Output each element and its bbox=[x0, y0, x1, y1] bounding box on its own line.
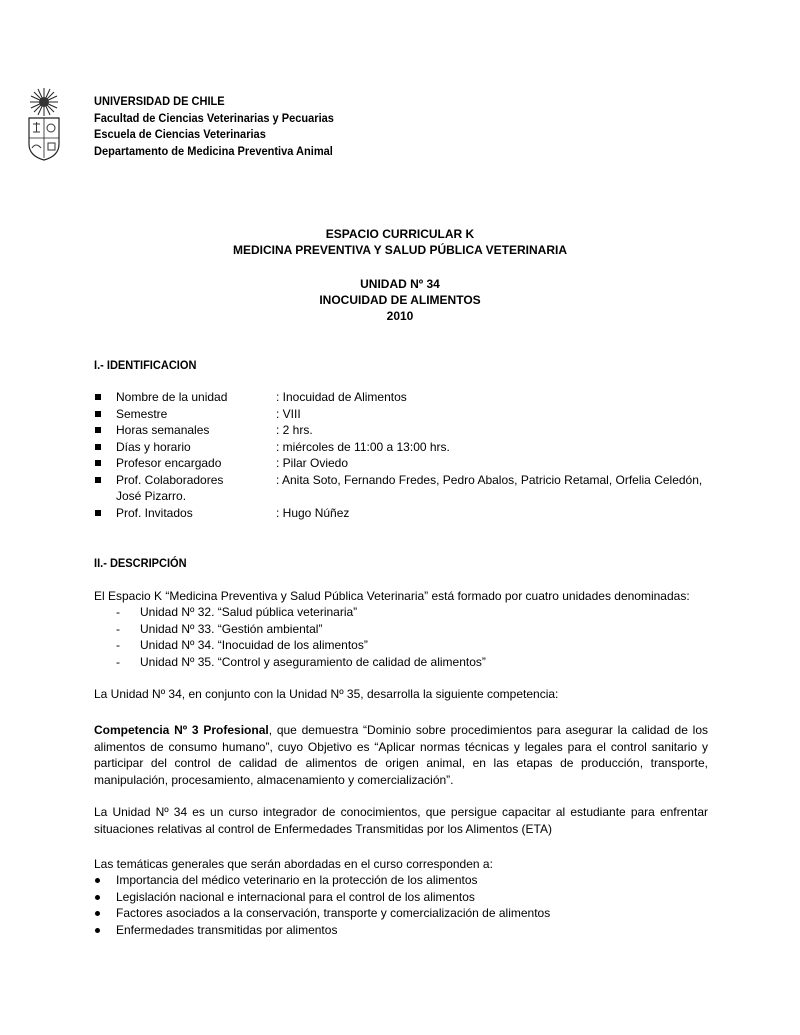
bullet-icon bbox=[95, 878, 100, 883]
field-value: : Pilar Oviedo bbox=[276, 456, 349, 470]
faculty-name: Facultad de Ciencias Veterinarias y Pecuarias bbox=[94, 110, 334, 125]
competence-intro: La Unidad Nº 34, en conjunto con la Unidad Nº 35, desarrolla la siguiente competencia: bbox=[94, 687, 559, 701]
list-item: - Unidad Nº 33. “Gestión ambiental” bbox=[116, 621, 486, 638]
field-value: : Inocuidad de Alimentos bbox=[276, 390, 407, 404]
field-label: Profesor encargado bbox=[116, 456, 222, 470]
title-line-1: ESPACIO CURRICULAR K bbox=[325, 227, 475, 241]
list-item bbox=[94, 505, 714, 522]
list-item bbox=[94, 455, 714, 472]
square-bullet-icon bbox=[95, 510, 101, 516]
bullet-icon bbox=[95, 911, 100, 916]
competence-paragraph bbox=[94, 722, 708, 788]
list-item: - Unidad Nº 32. “Salud pública veterinaria” bbox=[116, 604, 486, 621]
field-label: Semestre bbox=[116, 406, 168, 421]
square-bullet-icon bbox=[95, 427, 101, 433]
university-logo-icon bbox=[24, 86, 64, 162]
title-line-2: MEDICINA PREVENTIVA Y SALUD PÚBLICA VETERINARIA bbox=[232, 243, 568, 257]
topic-text: Importancia del médico veterinario en la protección de los alimentos bbox=[116, 873, 478, 887]
list-item bbox=[94, 439, 714, 456]
identification-list bbox=[94, 389, 714, 521]
section-heading-descripcion: II.- DESCRIPCIÓN bbox=[94, 556, 187, 570]
topic-text: Factores asociados a la conservación, transporte y comercialización de alimentos bbox=[116, 906, 551, 920]
list-item bbox=[94, 422, 714, 439]
list-item: - Unidad Nº 34. “Inocuidad de los alimentos” bbox=[116, 637, 486, 654]
field-value: : miércoles de 11:00 a 13:00 hrs. bbox=[276, 439, 450, 454]
list-item bbox=[94, 905, 550, 922]
list-item bbox=[94, 889, 550, 906]
list-item bbox=[94, 406, 714, 423]
list-item bbox=[94, 389, 714, 406]
square-bullet-icon bbox=[95, 411, 101, 417]
university-name: UNIVERSIDAD DE CHILE bbox=[94, 94, 225, 108]
topics-intro: Las temáticas generales que serán abordadas en el curso corresponden a: bbox=[94, 857, 493, 871]
unit-name: INOCUIDAD DE ALIMENTOS bbox=[319, 293, 481, 307]
topic-text: Enfermedades transmitidas por alimentos bbox=[116, 922, 338, 937]
bullet-icon bbox=[95, 895, 100, 900]
section-heading-identificacion: I.- IDENTIFICACION bbox=[94, 358, 197, 372]
units-list bbox=[116, 604, 486, 670]
field-value: : 2 hrs. bbox=[276, 423, 313, 437]
description-intro: El Espacio K “Medicina Preventiva y Salud Pública Veterinaria” está formado por cuatro unidades denominadas: bbox=[94, 589, 690, 603]
unit-year: 2010 bbox=[386, 309, 414, 323]
list-item: - Unidad Nº 35. “Control y aseguramiento de calidad de alimentos” bbox=[116, 654, 486, 671]
field-value-continuation: José Pizarro. bbox=[116, 489, 187, 503]
field-label: Nombre de la unidad bbox=[116, 390, 228, 404]
topics-list bbox=[94, 872, 550, 938]
square-bullet-icon bbox=[95, 444, 101, 450]
list-item bbox=[94, 872, 550, 889]
list-item bbox=[94, 922, 550, 939]
square-bullet-icon bbox=[95, 394, 101, 400]
school-name: Escuela de Ciencias Veterinarias bbox=[94, 127, 266, 141]
unit-title bbox=[0, 276, 800, 324]
field-label: Días y horario bbox=[116, 439, 191, 454]
institution-block bbox=[94, 93, 334, 159]
field-label: Prof. Invitados bbox=[116, 505, 193, 520]
square-bullet-icon bbox=[95, 477, 101, 483]
competence-text: , que demuestra “Dominio sobre procedimientos para asegurar la calidad de los alimentos de consumo humano”, cuyo Objetivo es “Aplicar normas técnicas y legales para el control sanitario y participar del control de calidad de alimentos de origen animal, en las etapas de producción, transporte, manipulación, procesamiento, almacenamiento y comercialización”. bbox=[94, 723, 708, 787]
field-label: Prof. Colaboradores bbox=[116, 472, 224, 487]
square-bullet-icon bbox=[95, 460, 101, 466]
field-value: : Hugo Núñez bbox=[276, 505, 350, 520]
field-label: Horas semanales bbox=[116, 423, 210, 437]
integrator-paragraph: La Unidad Nº 34 es un curso integrador de conocimientos, que persigue capacitar al estudiante para enfrentar situaciones relativas al control de Enfermedades Transmitidas por los Alimentos (ETA) bbox=[94, 805, 708, 836]
field-value: : Anita Soto, Fernando Fredes, Pedro Abalos, Patricio Retamal, Orfelia Celedón, bbox=[276, 472, 703, 487]
topic-text: Legislación nacional e internacional para el control de los alimentos bbox=[116, 889, 475, 904]
list-item bbox=[94, 472, 714, 505]
bullet-icon bbox=[95, 928, 100, 933]
document-title bbox=[0, 226, 800, 258]
unit-number: UNIDAD Nº 34 bbox=[360, 277, 440, 291]
competence-title: Competencia Nº 3 Profesional bbox=[94, 723, 269, 737]
field-value: : VIII bbox=[276, 406, 301, 421]
department-name: Departamento de Medicina Preventiva Animal bbox=[94, 143, 333, 158]
